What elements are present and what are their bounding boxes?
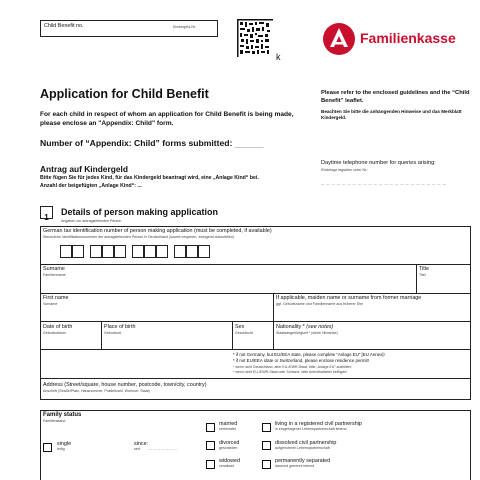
divider [40,378,471,379]
sex-field[interactable] [233,336,272,349]
dob-label-german: Geburtsdatum [43,331,66,335]
tax-id-digits[interactable] [60,245,260,258]
surname-label: Surname [43,266,65,272]
section-number: 1 [44,213,49,222]
tax-id-digit[interactable] [198,245,210,258]
family-status-label: Family status [43,412,82,418]
tax-id-digit[interactable] [60,245,72,258]
german-line-2: Anzahl der beigefügten „Anlage Kind“: ... [40,183,142,189]
separated-label: permanently separated [275,458,331,464]
nationality-label-german: Staatsangehörigkeit * (siehe Hinweise) [276,331,338,335]
civil-partnership-checkbox[interactable] [262,423,271,432]
child-benefit-number-label: Child Benefit no. [44,23,84,29]
married-label-german: verheiratet [219,427,236,431]
single-label: single [57,441,72,447]
single-label-german: ledig [57,447,65,451]
section-number-box [40,206,53,222]
tax-id-digit[interactable] [132,245,144,258]
page-title: Application for Child Benefit [40,87,209,101]
divider [40,349,471,350]
agency-logo-icon [322,22,356,56]
tax-id-digit[interactable] [90,245,102,258]
child-benefit-number-box[interactable] [40,20,218,37]
widowed-label-german: verwitwet [219,464,234,468]
dob-label: Date of birth [43,324,73,330]
divorced-label-german: geschieden [219,446,238,450]
dob-field[interactable] [41,336,100,349]
pob-label: Place of birth [104,324,136,330]
surname-label-german: Familienname [43,273,66,277]
nationality-footnote-2-german: * wenn nicht EU-/EWR-Staat oder Schweiz, bitte Aufenthaltstitel beifügen! [233,370,348,374]
divider [40,293,471,294]
brand-name: Familienkasse [360,30,456,46]
separated-label-german: dauernd getrennt lebend [275,464,315,468]
divorced-label: divorced [219,440,240,446]
tax-id-label-german: Steuerliche Identifikationsnummer der antragstellenden Person in Deutschland (soweit vergeben, zwingend auszufüllen) [43,235,234,239]
tax-id-digit[interactable] [72,245,84,258]
title-label-german: Titel [419,273,426,277]
address-label: Address (Street/square, house number, postcode, town/city, country) [43,382,207,388]
family-status-box [40,410,471,480]
phone-label: Daytime telephone number for queries arising: [321,160,436,166]
since-label: since: [134,441,149,447]
since-date-input[interactable]: ................... [148,446,178,451]
dissolved-partnership-label: dissolved civil partnership [275,440,337,446]
sex-label: Sex [235,324,245,330]
civil-partnership-label-german: in eingetragener Lebenspartnerschaft lebend [275,427,347,431]
first-name-field[interactable] [41,307,272,321]
nationality-footnote-1-german: * wenn nicht Deutschland, aber EU-/EWR-Staat, bitte „Anlage EU“ ausfüllen! [233,365,352,369]
tax-id-digit[interactable] [186,245,198,258]
divider [40,264,471,265]
german-line-1: Bitte fügen Sie für jedes Kind, für das Kindergeld beantragt wird, eine „Anlage Kind“ bei. [40,175,259,181]
tax-id-label: German tax identification number of person making application (must be completed, if available) [43,228,272,234]
nationality-field[interactable] [274,336,470,349]
nationality-footnote-2: * if not EU/EEA state or Switzerland, please enclose residence permit! [233,358,369,363]
barcode-icon [236,18,274,58]
nationality-footnote-1: * if not Germany, but EU/EEA state, please complete “Anlage EU” [EU Annex]! [233,352,385,357]
maiden-name-field[interactable] [274,307,470,321]
nationality-note: (see notes) [306,324,334,330]
intro-text: For each child in respect of whom an application for Child Benefit is being made, please enclose an "Appendix: Child" form. [40,111,294,127]
sex-label-german: Geschlecht [235,331,253,335]
brand-logo [322,22,470,56]
appendix-count-label [40,138,263,148]
tax-id-digit[interactable] [114,245,126,258]
since-label-german: seit: [134,447,141,451]
title-label: Title [419,266,429,272]
tax-id-digit[interactable] [144,245,156,258]
title-field[interactable] [417,278,470,293]
pob-label-german: Geburtsort [104,331,121,335]
tax-id-digit[interactable] [156,245,168,258]
pob-field[interactable] [102,336,231,349]
first-name-label: First name [43,295,69,301]
appendix-count-text: Number of “Appendix: Child” forms submitted: [40,138,233,148]
address-field[interactable] [41,394,470,399]
separated-checkbox[interactable] [262,460,271,469]
guidance-english: Please refer to the enclosed guidelines and the “Child Benefit” leaflet. [321,90,470,104]
maiden-name-label: If applicable, maiden name or surname from former marriage [276,295,422,301]
single-checkbox[interactable] [43,443,52,452]
section-subtitle: Angaben zur antragstellenden Person [61,219,122,223]
widowed-label: widowed [219,458,240,464]
phone-input[interactable]: _ _ _ _ _ _ _ _ _ _ _ _ _ _ _ _ _ _ _ _ _ _ _ _ [321,180,447,186]
surname-field[interactable] [41,278,415,293]
family-status-label-german: Familienstand [43,419,66,423]
widowed-checkbox[interactable] [206,460,215,469]
maiden-name-label-german: ggf. Geburtsname und Familienname aus früherer Ehe [276,302,364,306]
tax-id-digit[interactable] [174,245,186,258]
first-name-label-german: Vorname [43,302,58,306]
german-title: Antrag auf Kindergeld [40,164,128,174]
phone-label-german: Rückfrage tagsüber unter Nr.: [321,168,369,172]
kindergeld-number-label: Kindergeld-Nr. [173,25,196,29]
divider [40,321,471,322]
nationality-text: Nationality * [276,324,305,330]
tax-id-digit[interactable] [102,245,114,258]
nationality-label [276,324,333,330]
appendix-count-blank[interactable]: ______ [234,138,264,148]
married-label: married [219,421,238,427]
guidance-german: Beachten Sie bitte die anhängenden Hinweise und das Merkblatt Kindergeld. [321,109,462,120]
dissolved-partnership-label-german: aufgehobene Lebenspartnerschaft [275,446,330,450]
civil-partnership-label: living in a registered civil partnership [275,421,362,427]
barcode-suffix: k [276,52,281,62]
divorced-checkbox[interactable] [206,441,215,450]
address-label-german: Anschrift (Straße/Platz, Hausnummer, Postleitzahl, Wohnort, Staat) [43,389,150,393]
section-title: Details of person making application [61,207,219,217]
dissolved-partnership-checkbox[interactable] [262,441,271,450]
married-checkbox[interactable] [206,423,215,432]
